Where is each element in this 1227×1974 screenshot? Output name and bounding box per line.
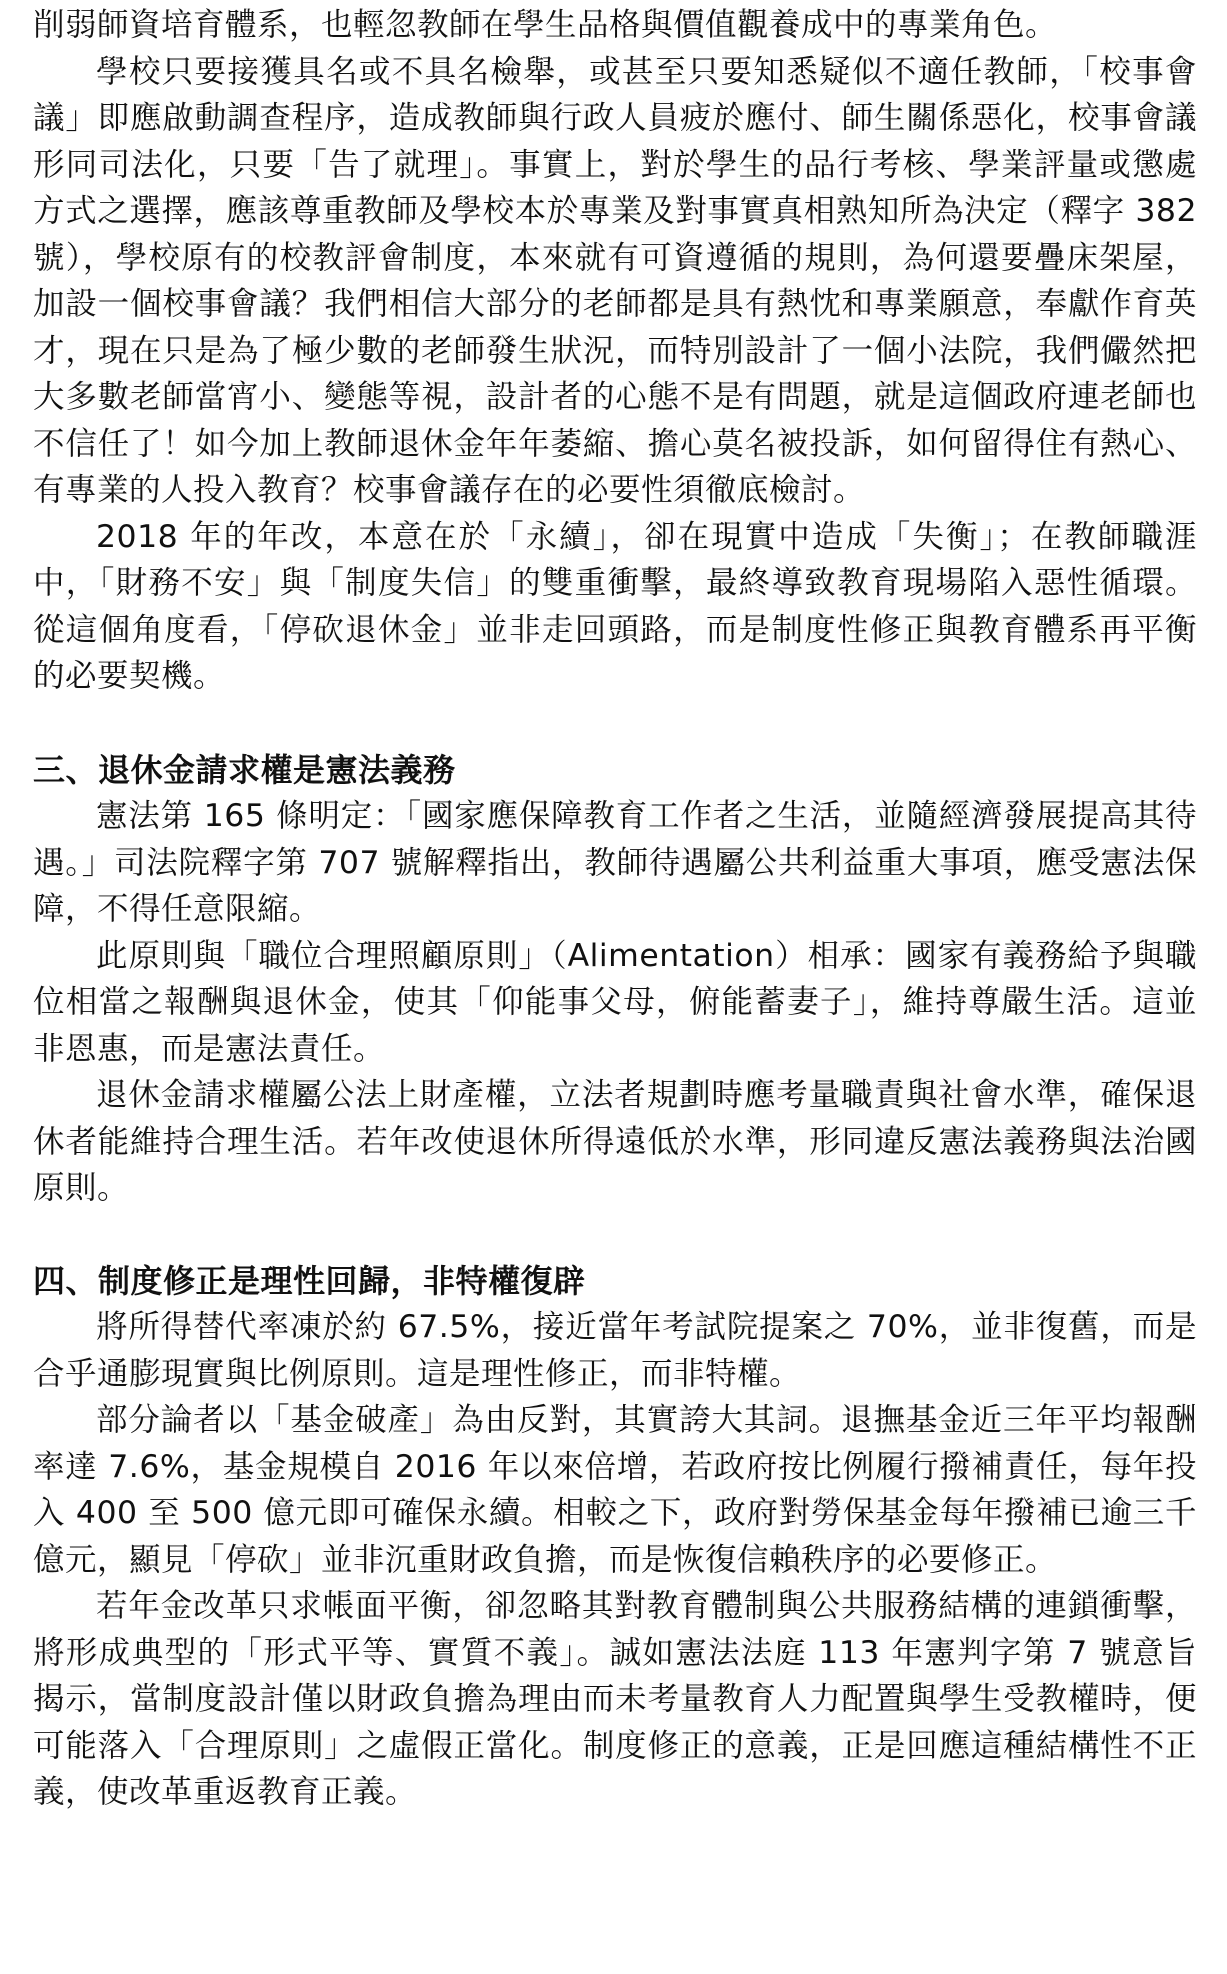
section-spacer — [33, 1212, 1197, 1258]
section-3-paragraph-2: 此原則與「職位合理照顧原則」（Alimentation）相承：國家有義務給予與職位相當之報酬與退休金，使其「仰能事父母，俯能蓄妻子」，維持尊嚴生活。這並非恩惠，而是憲法責任。 — [33, 937, 1197, 1067]
section-4-paragraph-3: 若年金改革只求帳面平衡，卻忽略其對教育體制與公共服務結構的連鎖衝擊，將形成典型的「形式平等、實質不義」。誠如憲法法庭 113 年憲判字第 7 號意旨揭示，當制度設計僅以財政負擔為理由而未考量教育人力配置與學生受教權時，便可能落入「合理原則」之虛假正當化。制度修正的意義，正是回應這種結構性不正義，使改革重返教育正義。 — [33, 1588, 1197, 1810]
section-4-paragraph-2: 部分論者以「基金破產」為由反對，其實誇大其詞。退撫基金近三年平均報酬率達 7.6%，基金規模自 2016 年以來倍增，若政府按比例履行撥補責任，每年投入 400 至 500 億元即可確保永續。相較之下，政府對勞保基金每年撥補已逾三千億元，顯見「停砍」並非沉重財政負擔，而是恢復信賴秩序的必要修正。 — [33, 1402, 1197, 1578]
document-page — [33, 2, 1197, 1816]
section-4-paragraph-1: 將所得替代率凍於約 67.5%，接近當年考試院提案之 70%，並非復舊，而是合乎通膨現實與比例原則。這是理性修正，而非特權。 — [33, 1309, 1197, 1392]
section-4-heading: 四、制度修正是理性回歸，非特權復辟 — [33, 1261, 586, 1300]
section-3-paragraph-1: 憲法第 165 條明定：「國家應保障教育工作者之生活，並隨經濟發展提高其待遇。」司法院釋字第 707 號解釋指出，教師待遇屬公共利益重大事項，應受憲法保障，不得任意限縮。 — [33, 798, 1197, 927]
section-3-heading: 三、退休金請求權是憲法義務 — [33, 750, 456, 789]
section-spacer — [33, 700, 1197, 747]
paragraph-2018-reform: 2018 年的年改，本意在於「永續」，卻在現實中造成「失衡」；在教師職涯中，「財務不安」與「制度失信」的雙重衝擊，最終導致教育現場陷入惡性循環。從這個角度看，「停砍退休金」並非走回頭路，而是制度性修正與教育體系再平衡的必要契機。 — [33, 518, 1197, 694]
section-3-paragraph-3: 退休金請求權屬公法上財產權，立法者規劃時應考量職責與社會水準，確保退休者能維持合理生活。若年改使退休所得遠低於水準，形同違反憲法義務與法治國原則。 — [33, 1077, 1197, 1206]
paragraph-school-affairs-meeting: 學校只要接獲具名或不具名檢舉，或甚至只要知悉疑似不適任教師，「校事會議」即應啟動調查程序，造成教師與行政人員疲於應付、師生關係惡化，校事會議形同司法化，只要「告了就理」。事實上，對於學生的品行考核、學業評量或懲處方式之選擇，應該尊重教師及學校本於專業及對事實真相熟知所為決定（釋字 382 號），學校原有的校教評會制度，本來就有可資遵循的規則，為何還要疊床架屋，加設一個校事會議？我們相信大部分的老師都是具有熱忱和專業願意，奉獻作育英才，現在只是為了極少數的老師發生狀況，而特別設計了一個小法院，我們儼然把大多數老師當宵小、變態等視，設計者的心態不是有問題，就是這個政府連老師也不信任了！如今加上教師退休金年年萎縮、擔心莫名被投訴，如何留得住有熱心、有專業的人投入教育？校事會議存在的必要性須徹底檢討。 — [33, 53, 1197, 508]
paragraph-continuation: 削弱師資培育體系，也輕忽教師在學生品格與價值觀養成中的專業角色。 — [33, 7, 1058, 43]
